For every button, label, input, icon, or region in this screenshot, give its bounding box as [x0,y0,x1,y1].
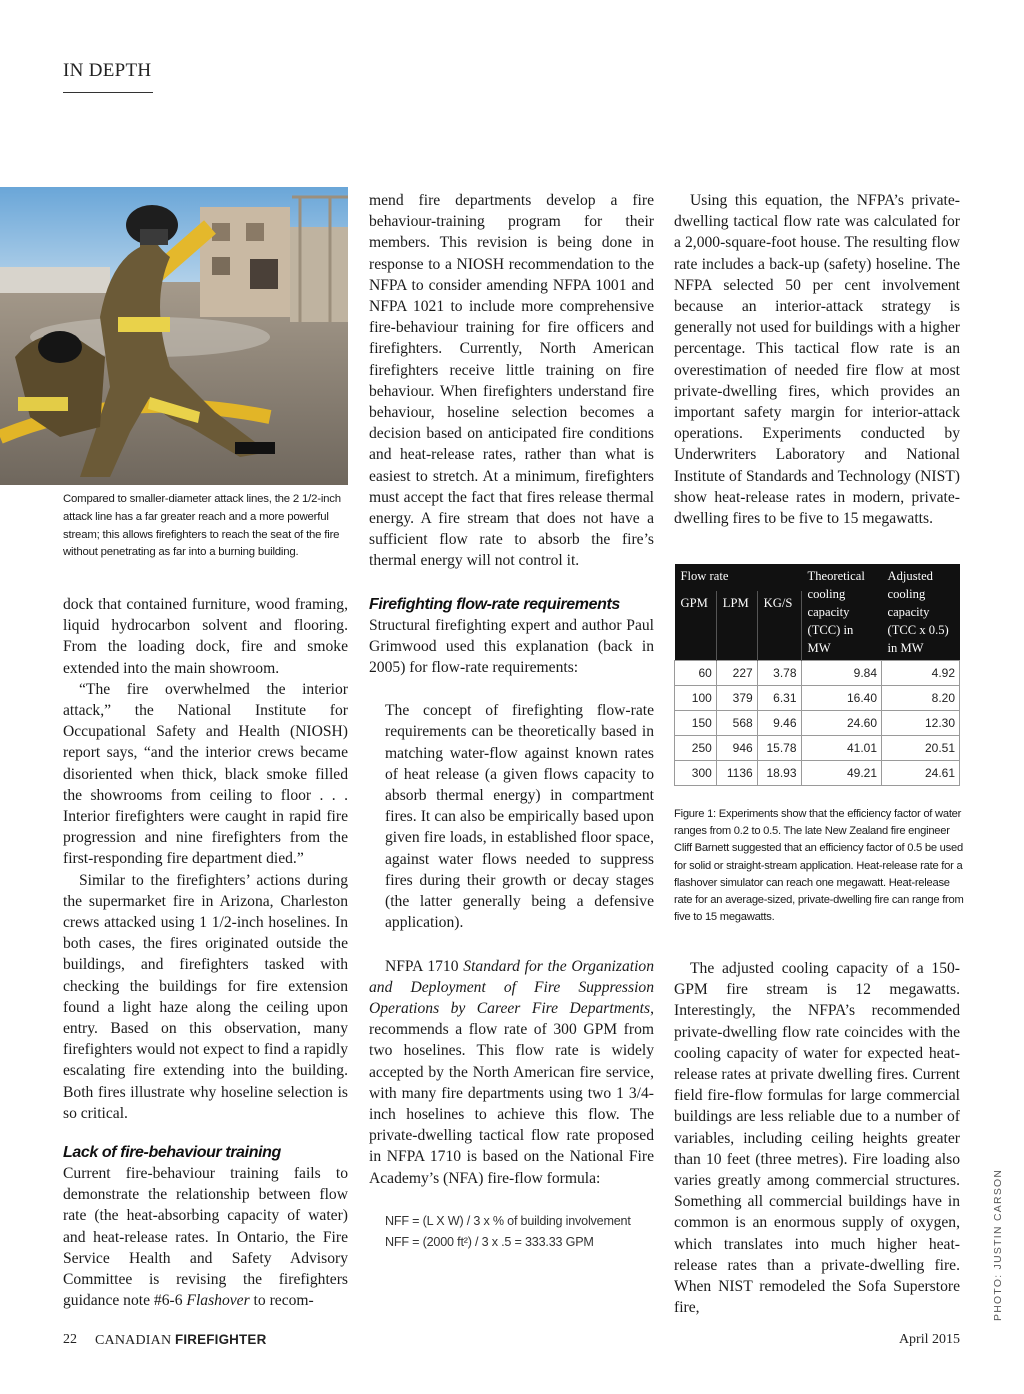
photo-credit: PHOTO: JUSTIN CARSON [993,1168,1004,1321]
table-cell: 9.84 [801,661,882,686]
table-cell: 60 [675,661,717,686]
table-header-kgs: KG/S [757,591,801,661]
column-1 [63,594,348,1312]
table-cell: 3.78 [757,661,801,686]
paragraph: Structural firefighting expert and author Paul Grimwood used this explanation (back in 2005) for flow-rate requirements: [369,616,654,677]
table-cell: 20.51 [882,736,960,761]
column-2 [369,190,654,1253]
table-cell: 49.21 [801,761,882,786]
table-cell: 24.60 [801,711,882,736]
page-number: 22 [63,1332,77,1347]
table-row [675,686,960,711]
table-cell: 24.61 [882,761,960,786]
subheading-training: Lack of fire-behaviour training [63,1144,281,1162]
block-quote: The concept of firefighting flow-rate requirements can be theoretically based in matching water-flow against known rates of heat release (a given flows capacity to absorb thermal energy) in compartment fires. It can also be empirically based upon given fire loads, in established floor space, against water flows needed to suppress fires during their growth or decay stages (the latter generally being a defensive application). [385,702,654,932]
table-cell: 6.31 [757,686,801,711]
table-cell: 379 [716,686,757,711]
table-cell: 15.78 [757,736,801,761]
table-header-theoretical: Theoretical cooling capacity (TCC) in MW [801,564,882,661]
column-3 [674,190,960,529]
table-cell: 8.20 [882,686,960,711]
formula-example: NFF = (2000 ft²) / 3 x .5 = 333.33 GPM [385,1234,594,1249]
table-row [675,761,960,786]
paragraph: Using this equation, the NFPA’s private-dwelling tactical flow rate was calculated for a 2,000-square-foot house. The resulting flow rate includes a back-up (safety) hoseline. The NFPA selected 50 per cent involvement because an interior-attack strategy is generally not used for buildings with a higher percentage. This tactical flow rate is an overestimation of needed fire flow at most private-dwelling fires, which provides an important safety margin for interior-attack operations. Experiments conducted by Underwriters Laboratory and National Institute of Standards and Technology (NIST) show heat-release rates in modern, private-dwelling fires to be five to 15 megawatts. [674,192,960,528]
table-cell: 100 [675,686,717,711]
issue-date: April 2015 [898,1332,960,1347]
flow-rate-table [674,564,960,786]
table-header-adjusted: Adjusted cooling capacity (TCC x 0.5) in MW [882,564,960,661]
firefighters-photo [0,187,348,485]
table-cell: 568 [716,711,757,736]
table-cell: 4.92 [882,661,960,686]
paragraph: mend fire departments develop a fire behaviour-training program for their members. This revision is being done in response to a NIOSH recommendation to the NFPA to consider amending NFPA 1001 and NFPA 1021 to include more comprehensive fire-behaviour training for fire officers and firefighters. Currently, North American firefighters receive little training on fire behaviour. When firefighters understand fire behaviour, hoseline selection becomes a decision based on anticipated fire conditions and heat-release rates, rather than what is easiest to stretch. At a minimum, firefighters must accept the fact that fires release thermal energy. A fire stream that does not have a sufficient flow rate to absorb the fire’s thermal energy will not control it. [369,192,654,570]
formula-general: NFF = (L X W) / 3 x % of building involvement [385,1213,631,1228]
table-row [675,736,960,761]
photo-caption: Compared to smaller-diameter attack lines, the 2 1/2-inch attack line has a far greater reach and a more powerful stream; this allows firefighters to reach the seat of the fire without penetrating as far into a burning building. [63,493,341,559]
paragraph: The adjusted cooling capacity of a 150-GPM fire stream is 12 megawatts. Interestingly, the NFPA’s recommended private-dwelling flow rate coincides with the cooling capacity of water for expected heat-release rates at private dwelling fires. Current field fire-flow formulas for large commercial buildings are less reliable due to a number of variables, including ceiling heights greater than 10 feet (three metres). Fire loading also varies greatly among commercial structures. Something all commercial buildings have in common is an enormous supply of oxygen, which translates into much higher heat-release rates than a private-dwelling fire. When NIST remodeled the Sofa Superstore fire, [674,960,960,1317]
paragraph: Similar to the firefighters’ actions during the supermarket fire in Arizona, Charleston crews attacked using 1 1/2-inch hoselines. In both cases, the fires originated outside the buildings, and firefighters tasked with checking the buildings for fire extension found a light haze along the ceiling upon entry. Based on this observation, many firefighters would not expect to find a rapidly escalating fire extending into the building. Both fires illustrate why hoseline selection is so critical. [63,871,348,1122]
section-label: IN DEPTH [63,60,152,81]
table-row [675,661,960,686]
table-cell: 150 [675,711,717,736]
table-cell: 16.40 [801,686,882,711]
figure-caption: Figure 1: Experiments show that the efficiency factor of water ranges from 0.2 to 0.5. The late New Zealand fire engineer Cliff Barnett suggested that an efficiency factor of 0.5 be used for solid or straight-stream application. Heat-release rate for a flashover simulator can reach one megawatt. Heat-release rate for an average-sized, private-dwelling fire can range from five to 15 megawatts. [674,808,964,924]
table-cell: 250 [675,736,717,761]
table-cell: 9.46 [757,711,801,736]
table-cell: 12.30 [882,711,960,736]
table-cell: 227 [716,661,757,686]
subheading-flow-rate: Firefighting flow-rate requirements [369,595,620,613]
table-row [675,711,960,736]
paragraph: “The fire overwhelmed the interior attack,” the National Institute for Occupational Safety and Health (NIOSH) report says, “and the interior crews became disoriented when thick, black smoke filled the showrooms from ceiling to floor . . . Interior firefighters were caught in rapid fire progression and nine firefighters from the first-responding fire department died.” [63,680,348,868]
table-header-gpm: GPM [675,591,717,661]
paragraph: dock that contained furniture, wood framing, liquid hydrocarbon solvent and flooring. From the loading dock, fire and smoke extended into the main showroom. [63,596,348,677]
publication-name: CANADIAN FIREFIGHTER [95,1332,267,1348]
table-cell: 300 [675,761,717,786]
table-cell: 41.01 [801,736,882,761]
table-header-lpm: LPM [716,591,757,661]
table-header-flow-rate: Flow rate [675,564,802,591]
table-cell: 1136 [716,761,757,786]
table-cell: 18.93 [757,761,801,786]
paragraph: Current fire-behaviour training fails to demonstrate the relationship between flow rate (the heat-absorbing capacity of water) and heat-release rates. In Ontario, the Fire Service Health and Safety Advisory Committee is revising the firefighters guidance note #6-6 Flashover to recom- [63,1165,348,1310]
table-cell: 946 [716,736,757,761]
column-3-continued [674,958,960,1318]
paragraph: NFPA 1710 Standard for the Organization and Deployment of Fire Suppression Operations by Career Fire Departments, recommends a flow rate of 300 GPM from two hoselines. This flow rate is widely accepted by the North American fire service, with many fire departments using two 1 3/4-inch hoselines to achieve this flow. The private-dwelling tactical flow rate proposed in NFPA 1710 is based on the National Fire Academy’s (NFA) fire-flow formula: [369,957,654,1187]
section-rule [63,92,153,93]
